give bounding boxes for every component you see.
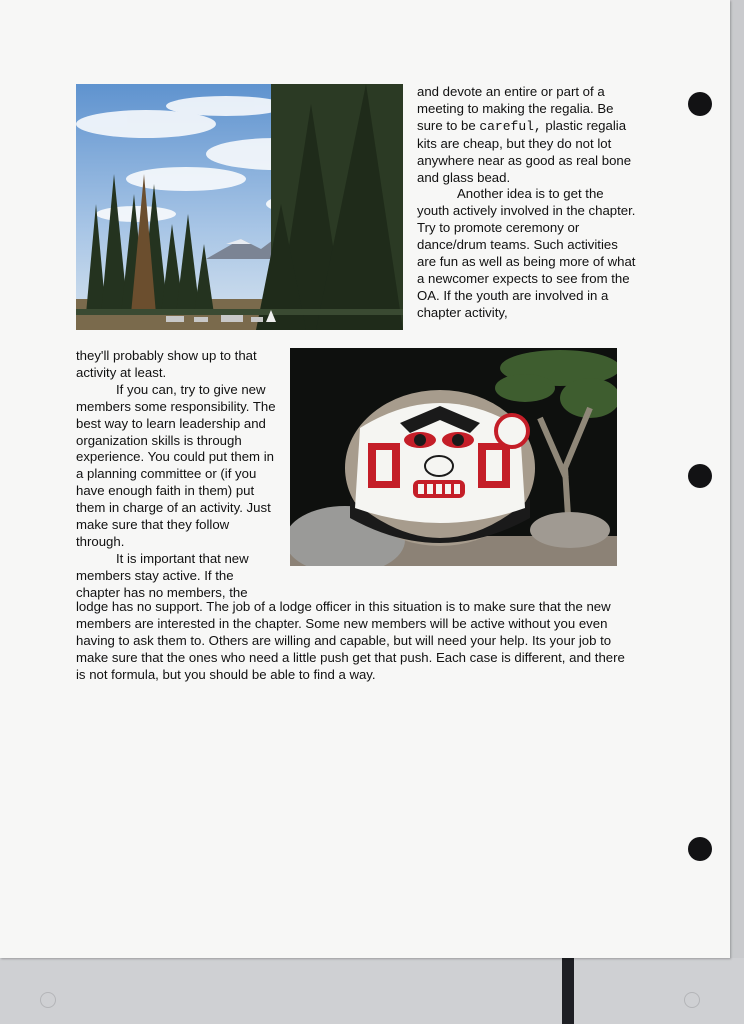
right-column-text: [417, 84, 639, 322]
full-width-text: [76, 599, 638, 684]
paragraph-lodge-support: lodge has no support. The job of a lodge officer in this situation is to make sure that the new members are interested in the chapter. Some new members will be active without you even having to ask them to. Others are willing and capable, but will need your help. Its your job to make sure that the ones who need a little push get that push. Each case is different, and there is not formula, but you should be able to find a way.: [76, 599, 625, 682]
scanner-bottom-strip: [0, 958, 744, 1024]
punch-hole-icon: [688, 464, 712, 488]
paragraph-regalia: and devote an entire or part of a meeting to making the regalia. Be sure to be careful, plastic regalia kits are cheap, but they do not lot anywhere near as good as real bone and glass bead.: [417, 84, 632, 185]
punch-hole-icon: [688, 92, 712, 116]
paragraph-stay-active: It is important that new members stay active. If the chapter has no members, the: [76, 550, 249, 600]
left-column-text: [76, 348, 276, 602]
paragraph-show-up: they'll probably show up to that activity at least.: [76, 348, 257, 380]
scanner-gap: [562, 958, 574, 1024]
painted-rock-photo: [290, 348, 617, 566]
paragraph-responsibility: If you can, try to give new members some responsibility. The best way to learn leadership and organization skills is through experience. You could put them in a planning committee or (if you have enough faith in them) put them in charge of an activity. Just make sure that they follow through.: [76, 381, 276, 549]
scanner-edge-strip: [730, 0, 744, 1024]
ring-mark-icon: [684, 992, 700, 1008]
paragraph-youth-involvement: Another idea is to get the youth actively involved in the chapter. Try to promote ceremony or dance/drum teams. Such activities are fun as well as being more of what a newcomer expects to see from the OA. If the youth are involved in a chapter activity,: [417, 186, 636, 320]
forest-camp-photo: [76, 84, 403, 330]
punch-hole-icon: [688, 837, 712, 861]
ring-mark-icon: [40, 992, 56, 1008]
